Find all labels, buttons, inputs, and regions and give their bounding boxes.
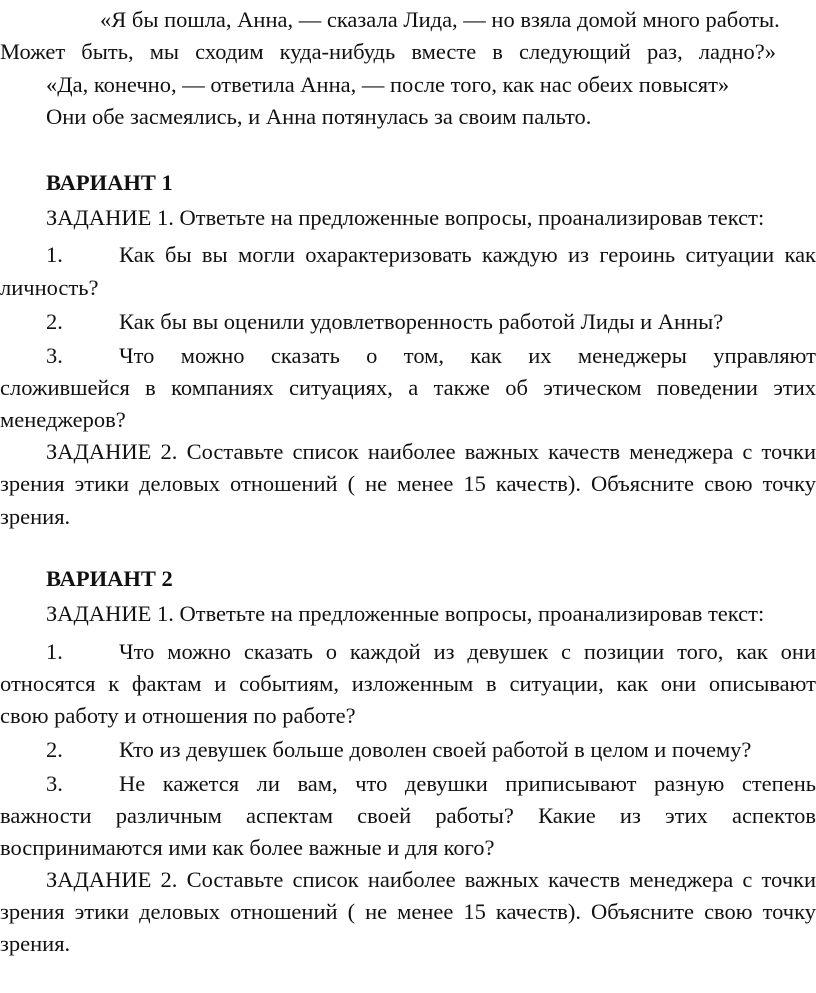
variant2-task1: ЗАДАНИЕ 1. Ответьте на предложенные вопросы, проанализировав текст: bbox=[46, 601, 765, 626]
variant1-task2: ЗАДАНИЕ 2. Составьте список наиболее важных качеств менеджера с точки bbox=[46, 439, 816, 464]
question-continuation: важности различным аспектам своей работы? Какие из этих аспектов bbox=[0, 803, 816, 828]
question-number: 3. bbox=[46, 343, 63, 368]
variant1-task2-cont: зрения. bbox=[0, 504, 71, 529]
question-text: Что можно сказать о каждой из девушек с позиции того, как они bbox=[119, 639, 816, 664]
variant2-task2-cont: зрения. bbox=[0, 931, 71, 956]
question-continuation: относятся к фактам и событиям, изложенным в ситуации, как они описывают bbox=[0, 671, 816, 696]
question-continuation: сложившейся в компаниях ситуациях, а также об этическом поведении этих bbox=[0, 375, 816, 400]
variant1-heading: ВАРИАНТ 1 bbox=[46, 170, 173, 195]
variant1-question-3 bbox=[0, 340, 816, 372]
variant2-task2-cont: зрения этики деловых отношений ( не менее 15 качеств). Объясните свою точку bbox=[0, 899, 816, 924]
variant1-question-1 bbox=[0, 239, 816, 271]
question-continuation: свою работу и отношения по работе? bbox=[0, 703, 356, 728]
question-continuation: личность? bbox=[0, 275, 99, 300]
question-number: 2. bbox=[46, 737, 63, 762]
variant1-task1: ЗАДАНИЕ 1. Ответьте на предложенные вопросы, проанализировав текст: bbox=[46, 205, 765, 230]
variant2-question-2 bbox=[0, 734, 816, 766]
question-continuation: воспринимаются ими как более важные и для кого? bbox=[0, 835, 495, 860]
variant1-task2-cont: зрения этики деловых отношений ( не менее 15 качеств). Объясните свою точку bbox=[0, 471, 816, 496]
question-number: 1. bbox=[46, 242, 63, 267]
variant2-question-3 bbox=[0, 768, 816, 800]
intro-line: «Да, конечно, — ответила Анна, — после того, как нас обеих повысят» bbox=[46, 72, 730, 97]
variant2-task2: ЗАДАНИЕ 2. Составьте список наиболее важных качеств менеджера с точки bbox=[46, 867, 816, 892]
variant1-question-2 bbox=[0, 306, 816, 338]
question-text: Как бы вы могли охарактеризовать каждую из героинь ситуации как bbox=[119, 242, 816, 267]
question-text: Как бы вы оценили удовлетворенность работой Лиды и Анны? bbox=[119, 309, 724, 334]
question-text: Кто из девушек больше доволен своей работой в целом и почему? bbox=[119, 737, 752, 762]
question-continuation: менеджеров? bbox=[0, 407, 126, 432]
question-number: 1. bbox=[46, 639, 63, 664]
intro-line: «Я бы пошла, Анна, — сказала Лида, — но взяла домой много работы. bbox=[100, 7, 780, 32]
intro-line: Может быть, мы сходим куда-нибудь вместе в следующий раз, ладно?» bbox=[0, 39, 776, 64]
question-text: Что можно сказать о том, как их менеджеры управляют bbox=[119, 343, 816, 368]
question-text: Не кажется ли вам, что девушки приписывают разную степень bbox=[119, 771, 816, 796]
question-number: 3. bbox=[46, 771, 63, 796]
variant2-heading: ВАРИАНТ 2 bbox=[46, 566, 173, 591]
question-number: 2. bbox=[46, 309, 63, 334]
variant2-question-1 bbox=[0, 636, 816, 668]
intro-line: Они обе засмеялись, и Анна потянулась за своим пальто. bbox=[46, 104, 592, 129]
